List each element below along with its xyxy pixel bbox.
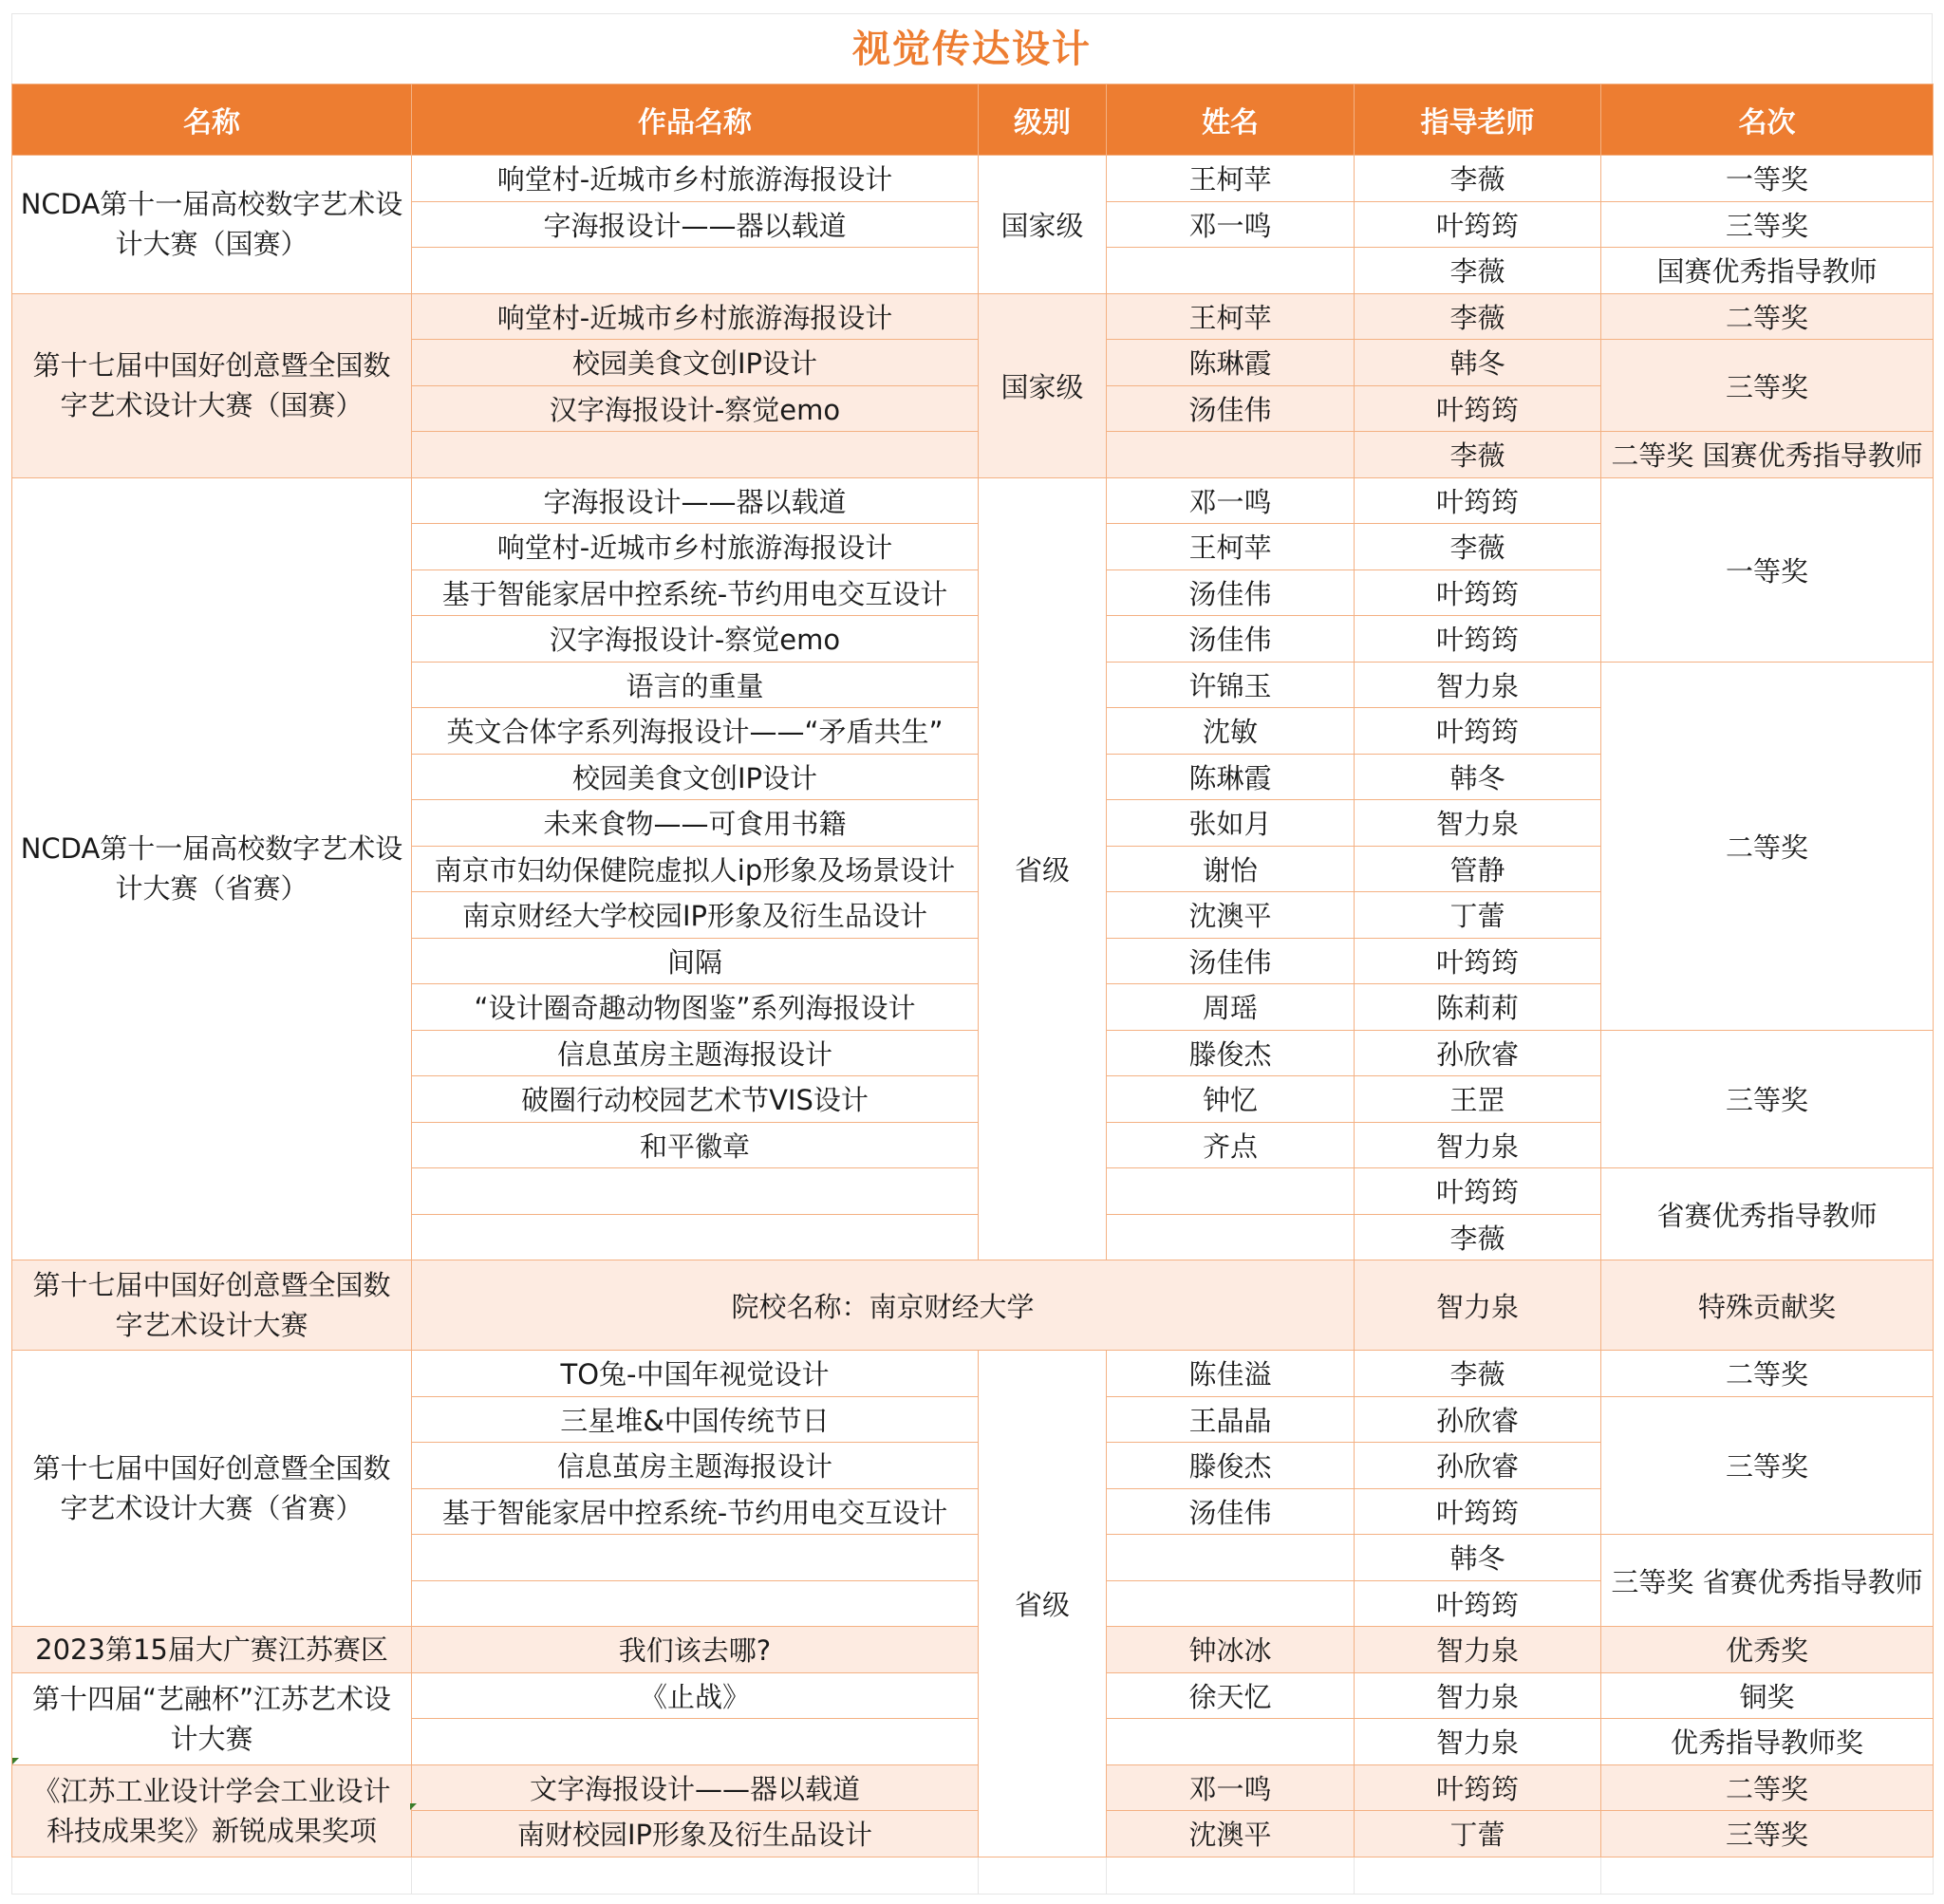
- work-cell[interactable]: 校园美食文创IP设计: [412, 754, 979, 800]
- rank-cell[interactable]: 二等奖: [1601, 1351, 1934, 1397]
- advisor-cell[interactable]: 叶筠筠: [1355, 938, 1601, 984]
- table-row: [12, 1764, 1934, 1811]
- student-cell[interactable]: 沈敏: [1107, 708, 1355, 755]
- work-cell[interactable]: 汉字海报设计-察觉emo: [412, 616, 979, 663]
- work-cell[interactable]: 南京市妇幼保健院虚拟人ip形象及场景设计: [412, 846, 979, 892]
- level-cell[interactable]: 省级: [979, 1351, 1107, 1857]
- advisor-cell[interactable]: 智力泉: [1355, 1719, 1601, 1765]
- student-cell[interactable]: 滕俊杰: [1107, 1443, 1355, 1489]
- level-cell[interactable]: 国家级: [979, 293, 1107, 477]
- advisor-cell[interactable]: 孙欣睿: [1355, 1443, 1601, 1489]
- work-cell[interactable]: [412, 1719, 979, 1765]
- student-cell[interactable]: [1107, 1168, 1355, 1215]
- student-cell[interactable]: 邓一鸣: [1107, 477, 1355, 524]
- rank-cell[interactable]: 特殊贡献奖: [1601, 1260, 1934, 1351]
- competition-cell[interactable]: 2023第15届大广赛江苏赛区: [12, 1627, 412, 1673]
- work-cell[interactable]: 字海报设计——器以载道: [412, 477, 979, 524]
- rank-cell[interactable]: 三等奖: [1601, 340, 1934, 432]
- student-cell[interactable]: 张如月: [1107, 800, 1355, 847]
- advisor-cell[interactable]: 韩冬: [1355, 754, 1601, 800]
- student-cell[interactable]: 邓一鸣: [1107, 201, 1355, 248]
- work-cell[interactable]: 英文合体字系列海报设计——“矛盾共生”: [412, 708, 979, 755]
- work-cell[interactable]: 汉字海报设计-察觉emo: [412, 385, 979, 432]
- student-cell[interactable]: 汤佳伟: [1107, 938, 1355, 984]
- advisor-cell[interactable]: 叶筠筠: [1355, 1488, 1601, 1535]
- rank-cell[interactable]: 优秀指导教师奖: [1601, 1719, 1934, 1765]
- sheet-title: 视觉传达设计: [11, 13, 1933, 84]
- student-cell[interactable]: [1107, 1580, 1355, 1627]
- advisor-cell[interactable]: 王罡: [1355, 1076, 1601, 1123]
- table-row: [12, 1627, 1934, 1673]
- work-cell[interactable]: 破圈行动校园艺术节VIS设计: [412, 1076, 979, 1123]
- table-row: [12, 156, 1934, 202]
- empty-cell[interactable]: [1355, 1857, 1601, 1894]
- student-cell[interactable]: 王晶晶: [1107, 1396, 1355, 1443]
- rank-cell[interactable]: 铜奖: [1601, 1672, 1934, 1719]
- work-cell[interactable]: 响堂村-近城市乡村旅游海报设计: [412, 293, 979, 340]
- advisor-cell[interactable]: 李薇: [1355, 1214, 1601, 1260]
- work-cell[interactable]: 间隔: [412, 938, 979, 984]
- rank-cell[interactable]: 一等奖: [1601, 156, 1934, 202]
- rank-cell[interactable]: 三等奖: [1601, 1396, 1934, 1535]
- work-cell[interactable]: TO兔-中国年视觉设计: [412, 1351, 979, 1397]
- rank-cell[interactable]: 二等奖: [1601, 662, 1934, 1030]
- work-cell[interactable]: 校园美食文创IP设计: [412, 340, 979, 386]
- advisor-cell[interactable]: 丁蕾: [1355, 892, 1601, 939]
- work-cell[interactable]: 信息茧房主题海报设计: [412, 1030, 979, 1076]
- rank-cell[interactable]: 三等奖: [1601, 1030, 1934, 1168]
- work-cell[interactable]: 信息茧房主题海报设计: [412, 1443, 979, 1489]
- work-cell[interactable]: 语言的重量: [412, 662, 979, 708]
- work-cell[interactable]: [412, 1535, 979, 1581]
- competition-cell[interactable]: NCDA第十一届高校数字艺术设计大赛（国赛）: [12, 156, 412, 294]
- level-cell[interactable]: 省级: [979, 477, 1107, 1260]
- table-row: [12, 1351, 1934, 1397]
- advisor-cell[interactable]: 叶筠筠: [1355, 201, 1601, 248]
- empty-cell[interactable]: [979, 1857, 1107, 1894]
- work-cell[interactable]: 文字海报设计——器以载道: [412, 1764, 979, 1811]
- advisor-cell[interactable]: 叶筠筠: [1355, 616, 1601, 663]
- advisor-cell[interactable]: 李薇: [1355, 524, 1601, 570]
- work-cell[interactable]: 三星堆&中国传统节日: [412, 1396, 979, 1443]
- work-cell[interactable]: 字海报设计——器以载道: [412, 201, 979, 248]
- advisor-cell[interactable]: 智力泉: [1355, 1122, 1601, 1168]
- cell-marker-icon: [12, 1758, 19, 1764]
- rank-cell[interactable]: 一等奖: [1601, 477, 1934, 662]
- cell-marker-icon: [410, 1803, 417, 1810]
- work-cell[interactable]: 未来食物——可食用书籍: [412, 800, 979, 847]
- student-cell[interactable]: [1107, 1214, 1355, 1260]
- advisor-cell[interactable]: 智力泉: [1355, 1672, 1601, 1719]
- school-cell[interactable]: 院校名称：南京财经大学: [412, 1260, 1355, 1351]
- student-cell[interactable]: 滕俊杰: [1107, 1030, 1355, 1076]
- empty-cell[interactable]: [412, 1857, 979, 1894]
- work-cell[interactable]: [412, 432, 979, 478]
- advisor-cell[interactable]: 智力泉: [1355, 662, 1601, 708]
- rank-cell[interactable]: 二等奖: [1601, 1764, 1934, 1811]
- work-cell[interactable]: 和平徽章: [412, 1122, 979, 1168]
- advisor-cell[interactable]: 叶筠筠: [1355, 385, 1601, 432]
- advisor-cell[interactable]: 管静: [1355, 846, 1601, 892]
- spreadsheet: [11, 13, 1933, 1895]
- student-cell[interactable]: [1107, 248, 1355, 294]
- advisor-cell[interactable]: 智力泉: [1355, 1627, 1601, 1673]
- table-row: [12, 1672, 1934, 1719]
- table-row: [12, 477, 1934, 524]
- header-advisor[interactable]: 指导老师: [1355, 84, 1601, 156]
- competition-cell[interactable]: 第十四届“艺融杯”江苏艺术设计大赛: [12, 1672, 412, 1764]
- table-row: [12, 293, 1934, 340]
- student-cell[interactable]: 陈佳溢: [1107, 1351, 1355, 1397]
- rank-cell[interactable]: 优秀奖: [1601, 1627, 1934, 1673]
- student-cell[interactable]: 许锦玉: [1107, 662, 1355, 708]
- advisor-cell[interactable]: 叶筠筠: [1355, 1764, 1601, 1811]
- rank-cell[interactable]: 三等奖 省赛优秀指导教师: [1601, 1535, 1934, 1627]
- work-cell[interactable]: 基于智能家居中控系统-节约用电交互设计: [412, 1488, 979, 1535]
- rank-cell[interactable]: 三等奖: [1601, 1811, 1934, 1857]
- advisor-cell[interactable]: 陈莉莉: [1355, 984, 1601, 1031]
- student-cell[interactable]: 汤佳伟: [1107, 616, 1355, 663]
- student-cell[interactable]: 钟冰冰: [1107, 1627, 1355, 1673]
- work-cell[interactable]: [412, 1214, 979, 1260]
- advisor-cell[interactable]: 丁蕾: [1355, 1811, 1601, 1857]
- student-cell[interactable]: 王柯苹: [1107, 524, 1355, 570]
- empty-cell[interactable]: [12, 1857, 412, 1894]
- student-cell[interactable]: 陈琳霞: [1107, 340, 1355, 386]
- student-cell[interactable]: 汤佳伟: [1107, 1488, 1355, 1535]
- student-cell[interactable]: [1107, 1719, 1355, 1765]
- student-cell[interactable]: 周瑶: [1107, 984, 1355, 1031]
- header-student[interactable]: 姓名: [1107, 84, 1355, 156]
- student-cell[interactable]: 汤佳伟: [1107, 569, 1355, 616]
- advisor-cell[interactable]: 叶筠筠: [1355, 1168, 1601, 1215]
- rank-cell[interactable]: 二等奖: [1601, 293, 1934, 340]
- header-work[interactable]: 作品名称: [412, 84, 979, 156]
- advisor-cell[interactable]: 智力泉: [1355, 1260, 1601, 1351]
- work-cell[interactable]: “设计圈奇趣动物图鉴”系列海报设计: [412, 984, 979, 1031]
- advisor-cell[interactable]: 叶筠筠: [1355, 1580, 1601, 1627]
- student-cell[interactable]: 徐天忆: [1107, 1672, 1355, 1719]
- student-cell[interactable]: 齐点: [1107, 1122, 1355, 1168]
- student-cell[interactable]: 沈澳平: [1107, 892, 1355, 939]
- header-level[interactable]: 级别: [979, 84, 1107, 156]
- rank-cell[interactable]: 国赛优秀指导教师: [1601, 248, 1934, 294]
- awards-table: [11, 84, 1934, 1895]
- work-cell[interactable]: 响堂村-近城市乡村旅游海报设计: [412, 524, 979, 570]
- table-row: [12, 1260, 1934, 1351]
- work-cell[interactable]: 南京财经大学校园IP形象及衍生品设计: [412, 892, 979, 939]
- advisor-cell[interactable]: 孙欣睿: [1355, 1396, 1601, 1443]
- advisor-cell[interactable]: 孙欣睿: [1355, 1030, 1601, 1076]
- competition-cell[interactable]: 第十七届中国好创意暨全国数字艺术设计大赛（省赛）: [12, 1351, 412, 1627]
- work-cell[interactable]: [412, 1580, 979, 1627]
- student-cell[interactable]: 王柯苹: [1107, 156, 1355, 202]
- student-cell[interactable]: 邓一鸣: [1107, 1764, 1355, 1811]
- advisor-cell[interactable]: 李薇: [1355, 293, 1601, 340]
- rank-cell[interactable]: 省赛优秀指导教师: [1601, 1168, 1934, 1260]
- student-cell[interactable]: [1107, 1535, 1355, 1581]
- work-cell[interactable]: 响堂村-近城市乡村旅游海报设计: [412, 156, 979, 202]
- rank-cell[interactable]: 二等奖 国赛优秀指导教师: [1601, 432, 1934, 478]
- advisor-cell[interactable]: 韩冬: [1355, 340, 1601, 386]
- empty-cell[interactable]: [1601, 1857, 1934, 1894]
- student-cell[interactable]: 钟忆: [1107, 1076, 1355, 1123]
- student-cell[interactable]: 谢怡: [1107, 846, 1355, 892]
- student-cell[interactable]: 陈琳霞: [1107, 754, 1355, 800]
- work-cell[interactable]: 我们该去哪?: [412, 1627, 979, 1673]
- work-cell[interactable]: 基于智能家居中控系统-节约用电交互设计: [412, 569, 979, 616]
- empty-row: [12, 1857, 1934, 1894]
- student-cell[interactable]: 汤佳伟: [1107, 385, 1355, 432]
- student-cell[interactable]: 沈澳平: [1107, 1811, 1355, 1857]
- advisor-cell[interactable]: 李薇: [1355, 432, 1601, 478]
- student-cell[interactable]: 王柯苹: [1107, 293, 1355, 340]
- header-competition[interactable]: 名称: [12, 84, 412, 156]
- competition-cell[interactable]: 《江苏工业设计学会工业设计科技成果奖》新锐成果奖项: [12, 1764, 412, 1857]
- work-cell[interactable]: 南财校园IP形象及衍生品设计: [412, 1811, 979, 1857]
- student-cell[interactable]: [1107, 432, 1355, 478]
- empty-cell[interactable]: [1107, 1857, 1355, 1894]
- work-cell[interactable]: 《止战》: [412, 1672, 979, 1719]
- advisor-cell[interactable]: 李薇: [1355, 1351, 1601, 1397]
- advisor-cell[interactable]: 叶筠筠: [1355, 708, 1601, 755]
- competition-cell[interactable]: 第十七届中国好创意暨全国数字艺术设计大赛: [12, 1260, 412, 1351]
- work-cell[interactable]: [412, 1168, 979, 1215]
- header-rank[interactable]: 名次: [1601, 84, 1934, 156]
- competition-cell[interactable]: 第十七届中国好创意暨全国数字艺术设计大赛（国赛）: [12, 293, 412, 477]
- rank-cell[interactable]: 三等奖: [1601, 201, 1934, 248]
- work-cell[interactable]: [412, 248, 979, 294]
- advisor-cell[interactable]: 智力泉: [1355, 800, 1601, 847]
- competition-cell[interactable]: NCDA第十一届高校数字艺术设计大赛（省赛）: [12, 477, 412, 1260]
- advisor-cell[interactable]: 叶筠筠: [1355, 477, 1601, 524]
- advisor-cell[interactable]: 韩冬: [1355, 1535, 1601, 1581]
- level-cell[interactable]: 国家级: [979, 156, 1107, 294]
- advisor-cell[interactable]: 李薇: [1355, 248, 1601, 294]
- advisor-cell[interactable]: 叶筠筠: [1355, 569, 1601, 616]
- advisor-cell[interactable]: 李薇: [1355, 156, 1601, 202]
